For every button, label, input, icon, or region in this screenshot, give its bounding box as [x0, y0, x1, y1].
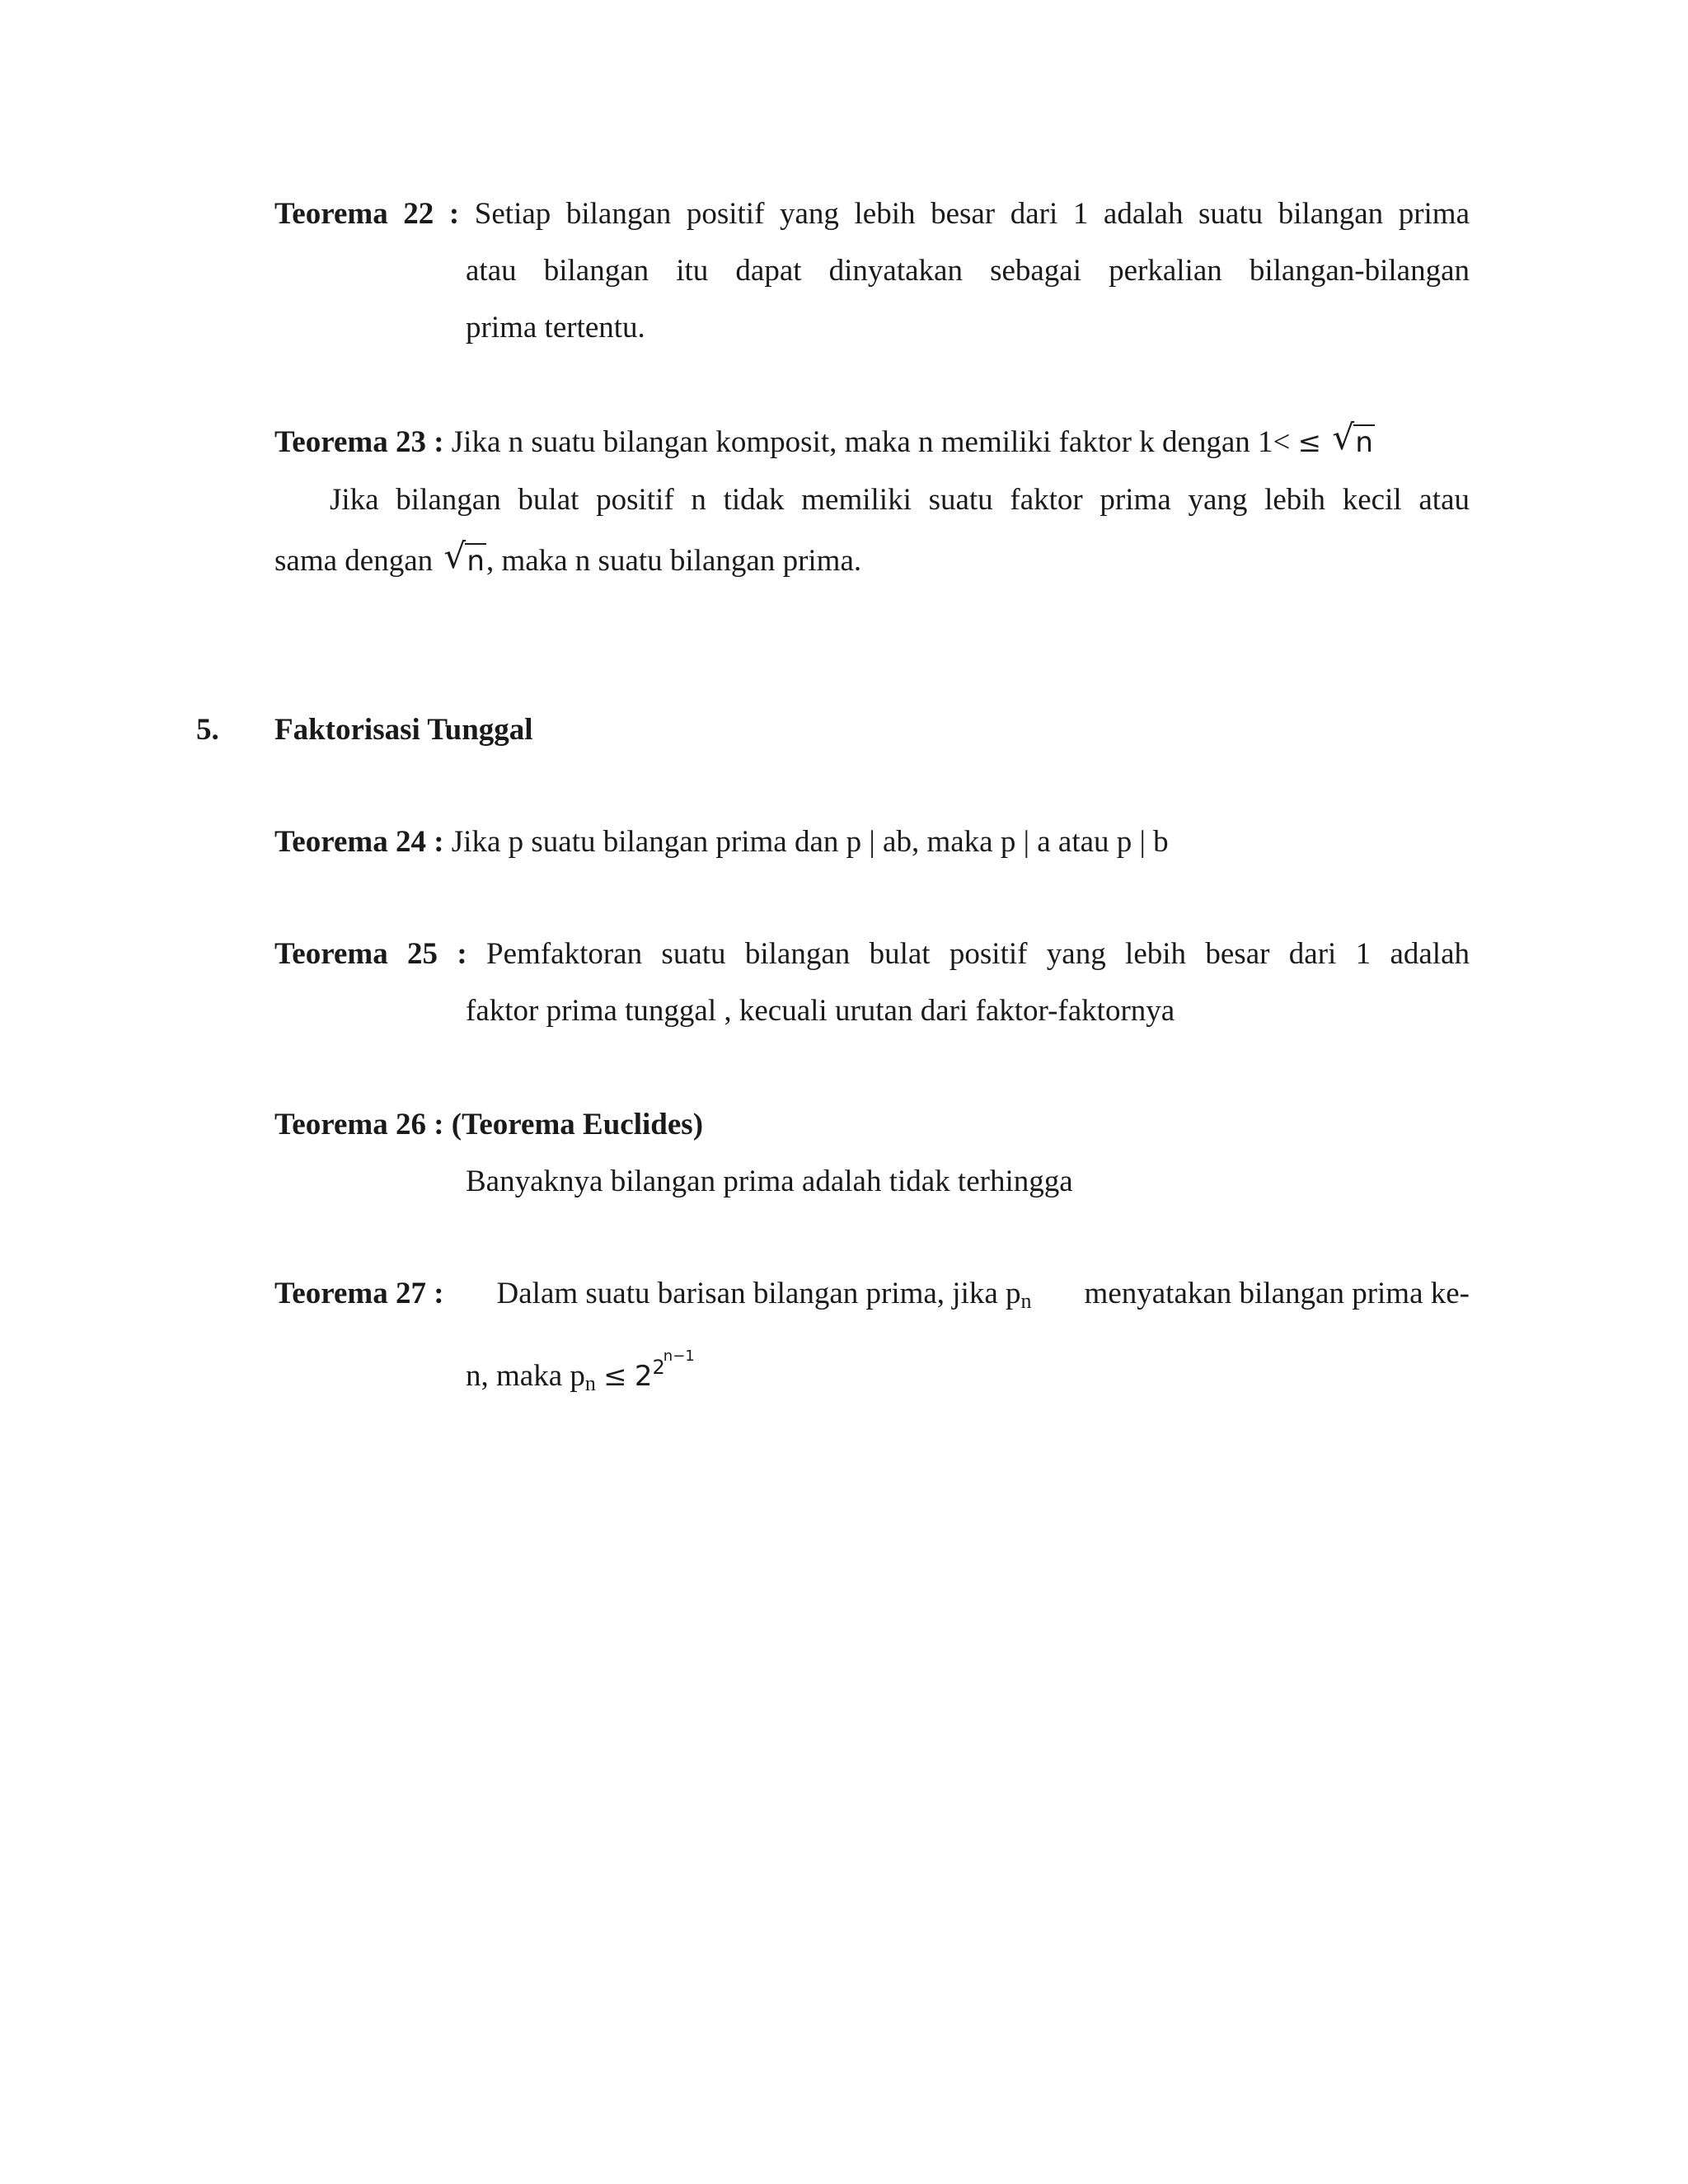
t24-text: Jika p suatu bilangan prima dan p | ab, maka p | a atau p | b — [451, 825, 1169, 859]
t23-para-sqrt-arg: n — [467, 545, 485, 578]
t22-text-line2: atau bilangan itu dapat dinyatakan sebagai perkalian bilangan-bilangan — [466, 254, 1470, 288]
t24-line — [274, 823, 1169, 862]
t26-label: Teorema 26 : — [274, 1108, 444, 1141]
t22-line2 — [466, 251, 1470, 291]
t23-sqrt — [1332, 417, 1375, 462]
t23-para-pre: sama dengan — [274, 544, 434, 578]
t22-line1 — [274, 194, 1470, 234]
sqrt-icon: √ — [443, 536, 467, 576]
t23-line — [274, 417, 1375, 462]
t25-text-line1: Pemfaktoran suatu bilangan bulat positif yang lebih besar dari 1 adalah — [486, 937, 1470, 971]
t22-label: Teorema 22 : — [274, 197, 460, 231]
t27-text-pre-part: Dalam suatu barisan bilangan prima, jika p — [496, 1277, 1021, 1310]
t23-sqrt-arg: n — [1355, 426, 1373, 459]
t27-line1 — [274, 1274, 1470, 1321]
section-number: 5. — [196, 713, 219, 747]
section-title: Faktorisasi Tunggal — [274, 713, 533, 747]
t22-text-line3: prima tertentu. — [466, 311, 645, 344]
t23-leq-symbol: ≤ — [1297, 426, 1322, 459]
t23-para-text-line1: Jika bilangan bulat positif n tidak memiliki suatu faktor prima yang lebih kecil atau — [330, 483, 1470, 517]
t23-para-line1 — [330, 480, 1470, 520]
t23-label: Teorema 23 : — [274, 425, 444, 459]
t27-line2-pre: n, maka p — [466, 1359, 585, 1393]
t27-sub-n2: n — [584, 1371, 596, 1395]
t25-label: Teorema 25 : — [274, 937, 467, 971]
t23-para-post: , maka n suatu bilangan prima. — [485, 544, 862, 578]
t23-text: Jika n suatu bilangan komposit, maka n memiliki faktor k dengan 1< — [451, 425, 1291, 459]
t25-line1 — [274, 935, 1470, 974]
t27-text-pre — [497, 1274, 1032, 1321]
t27-leq-symbol: ≤ — [603, 1360, 627, 1393]
t22-text-line1: Setiap bilangan positif yang lebih besar dari 1 adalah suatu bilangan prima — [474, 197, 1470, 231]
t27-sub-n: n — [1020, 1289, 1032, 1313]
t27-line2 — [466, 1337, 695, 1404]
t27-label: Teorema 27 : — [274, 1277, 444, 1310]
t24-label: Teorema 24 : — [274, 825, 444, 859]
t26-line2 — [466, 1162, 1073, 1202]
t26-text: Banyaknya bilangan prima adalah tidak terhingga — [466, 1165, 1073, 1198]
t26-title: (Teorema Euclides) — [451, 1108, 704, 1141]
t22-line3 — [466, 308, 645, 348]
t27-power-base: 2 — [634, 1360, 653, 1393]
t23-para-line2 — [274, 536, 862, 581]
t26-line1 — [274, 1105, 703, 1145]
sqrt-icon: √ — [1332, 417, 1355, 457]
t27-power-exp2: n−1 — [663, 1347, 695, 1365]
t23-para-sqrt — [443, 536, 486, 581]
t27-text-post: menyatakan bilangan prima ke- — [1084, 1277, 1470, 1310]
t25-line2 — [466, 991, 1175, 1031]
t27-power-exp1: 2 — [652, 1356, 665, 1379]
t25-text-line2: faktor prima tunggal , kecuali urutan dari faktor-faktornya — [466, 994, 1175, 1028]
